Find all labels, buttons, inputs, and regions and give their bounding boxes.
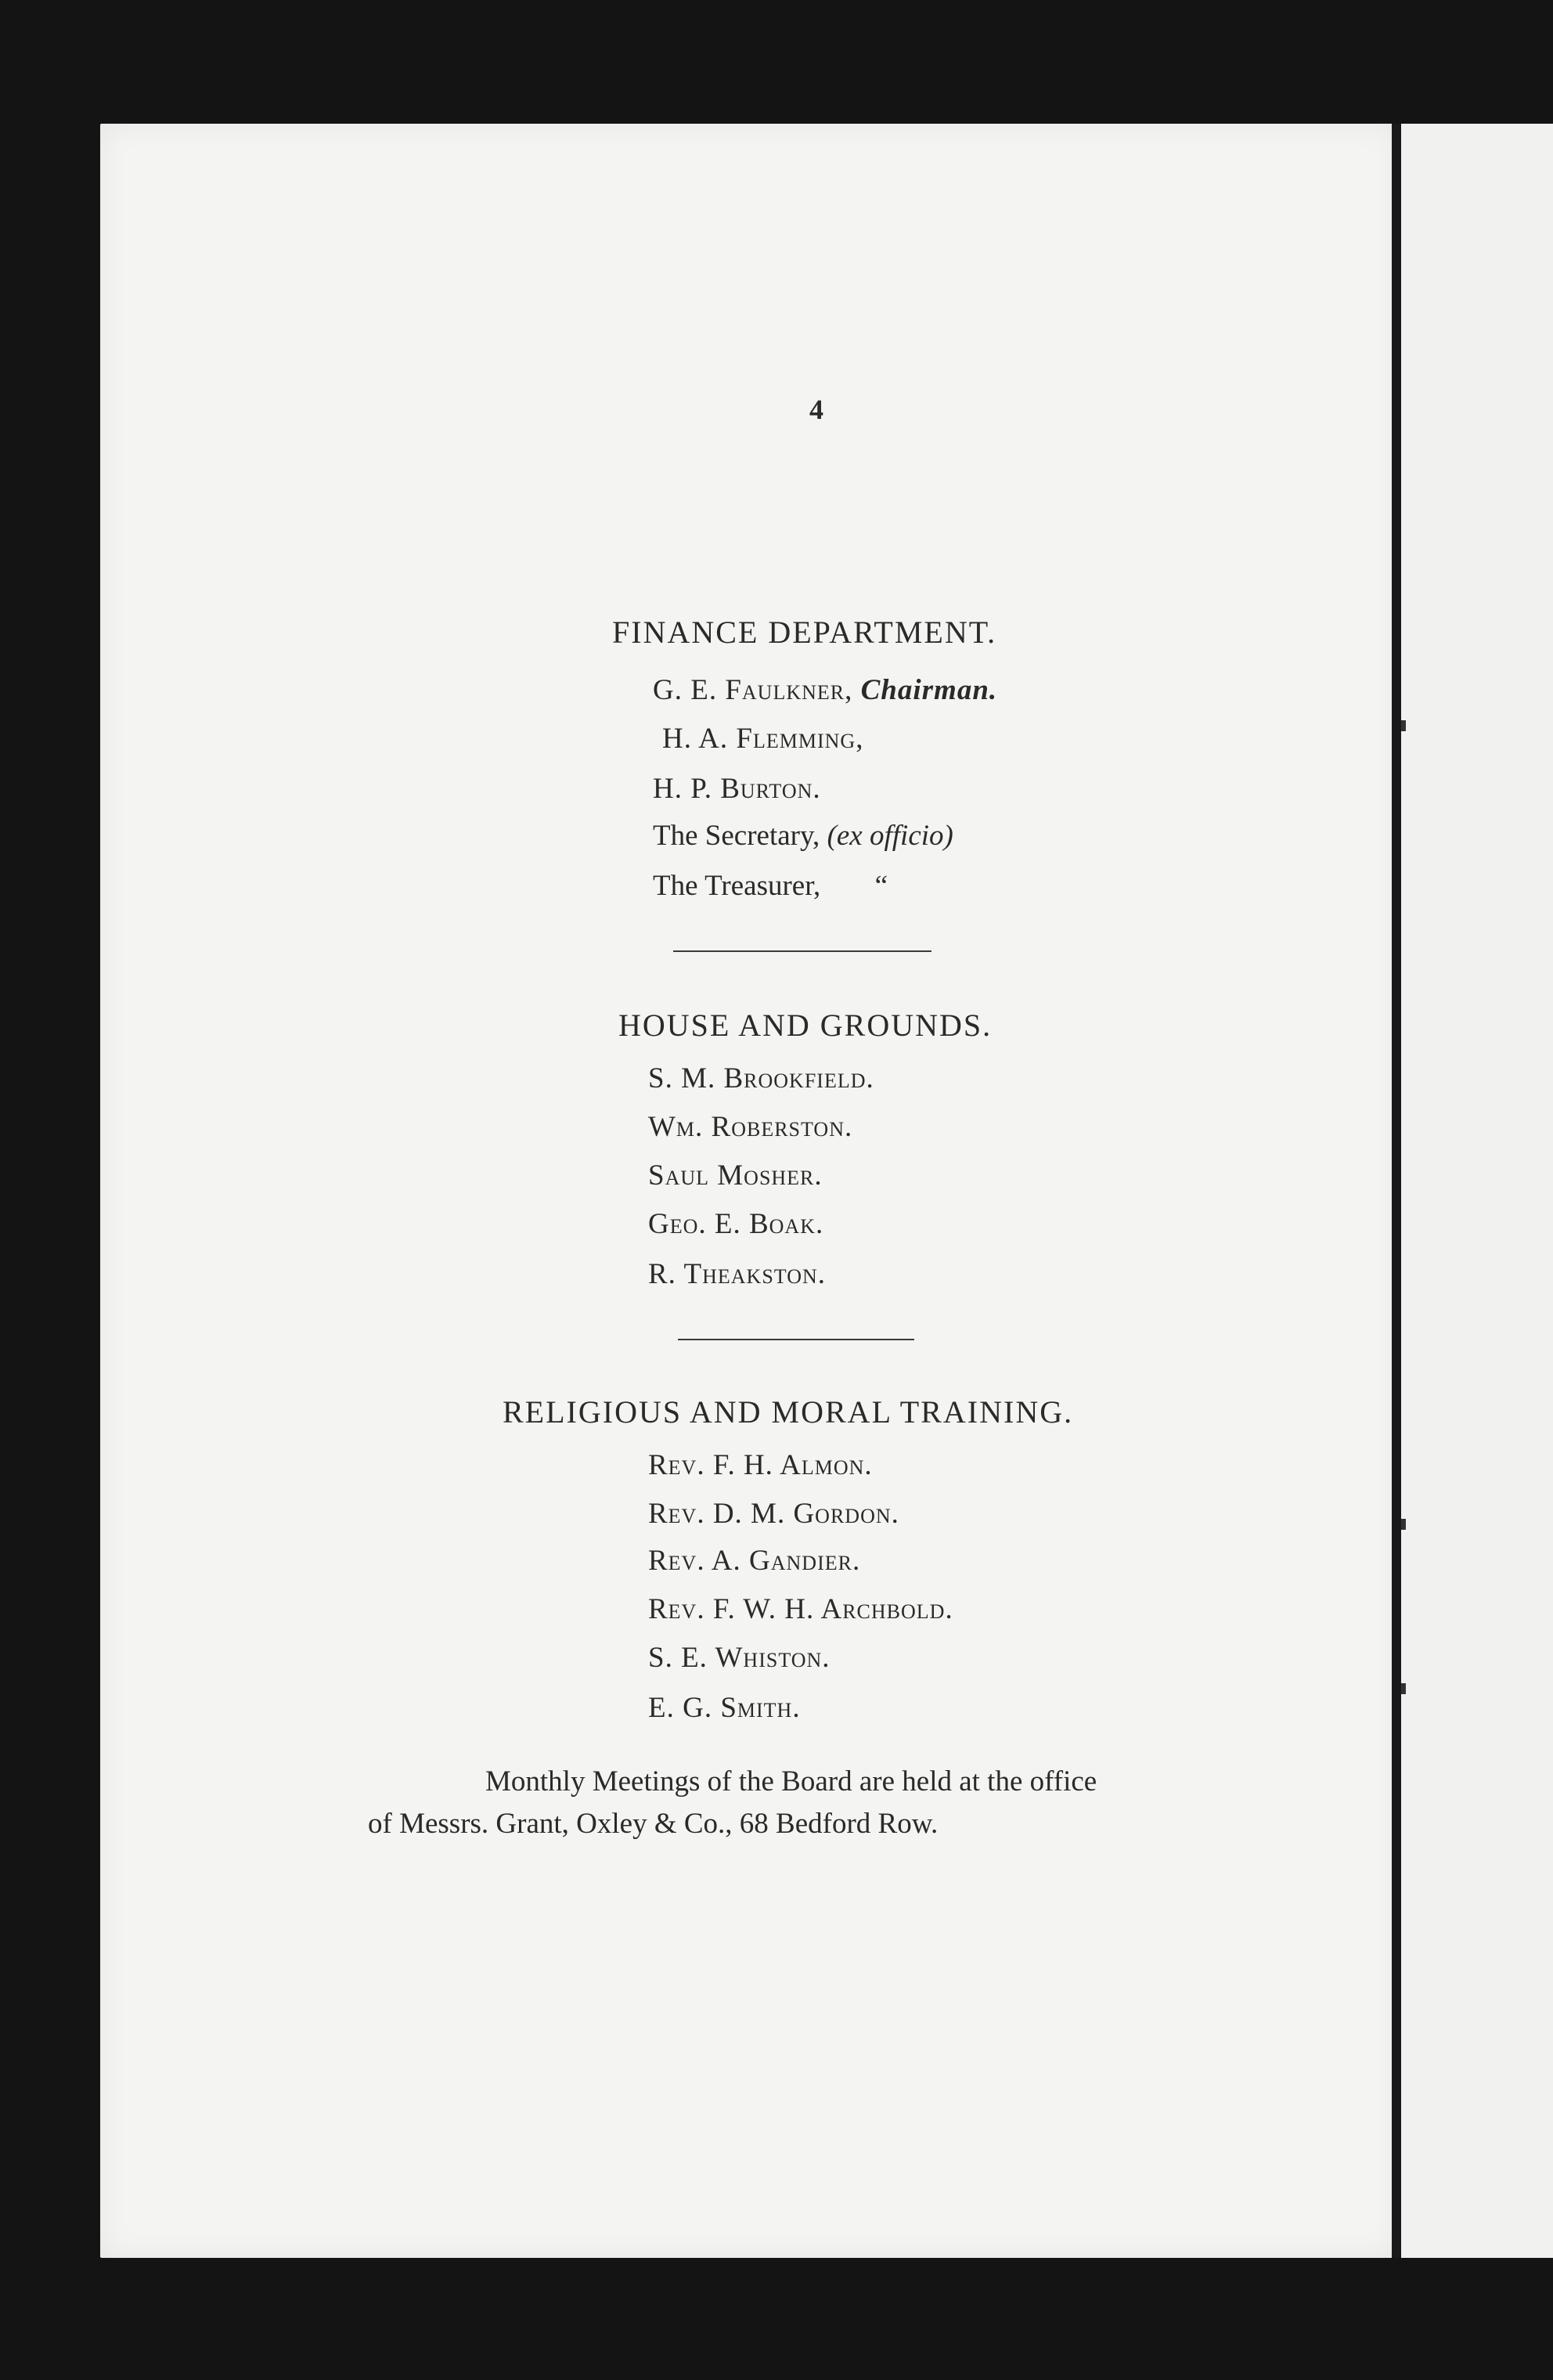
finance-chair	[653, 673, 997, 707]
religious-member: Rev. D. M. Gordon.	[648, 1498, 899, 1530]
religious-member: E. G. Smith.	[648, 1692, 801, 1724]
house-member: R. Theakston.	[648, 1258, 826, 1290]
finance-chair-role: Chairman.	[860, 674, 998, 706]
finance-secretary-text: The Secretary,	[653, 820, 820, 852]
house-member: S. M. Brookfield.	[648, 1062, 874, 1094]
binding-mark	[1401, 1519, 1406, 1530]
page-number: 4	[809, 394, 823, 425]
finance-secretary	[653, 819, 953, 853]
binding-mark	[1401, 720, 1406, 731]
religious-heading: RELIGIOUS AND MORAL TRAINING.	[503, 1394, 1074, 1430]
finance-chair-name: G. E. Faulkner,	[653, 674, 853, 706]
house-heading: HOUSE AND GROUNDS.	[618, 1008, 993, 1043]
finance-secretary-note: (ex officio)	[827, 820, 953, 852]
adjacent-page	[1401, 124, 1553, 2258]
religious-member: Rev. A. Gandier.	[648, 1545, 861, 1577]
finance-member: H. A. Flemming,	[662, 723, 864, 755]
binding-mark	[1401, 1683, 1406, 1694]
religious-member: Rev. F. H. Almon.	[648, 1449, 873, 1481]
religious-member: Rev. F. W. H. Archbold.	[648, 1593, 953, 1625]
house-member: Geo. E. Boak.	[648, 1208, 824, 1240]
finance-treasurer	[653, 869, 888, 903]
finance-treasurer-text: The Treasurer,	[653, 870, 821, 902]
religious-member: S. E. Whiston.	[648, 1642, 831, 1674]
meetings-note-line-2: of Messrs. Grant, Oxley & Co., 68 Bedford Row.	[368, 1808, 939, 1840]
section-divider	[678, 1339, 914, 1340]
house-member: Saul Mosher.	[648, 1159, 823, 1192]
section-divider	[673, 950, 931, 952]
finance-member: H. P. Burton.	[653, 773, 821, 805]
finance-treasurer-note: “	[874, 870, 888, 902]
finance-heading: FINANCE DEPARTMENT.	[612, 615, 997, 650]
house-member: Wm. Roberston.	[648, 1111, 853, 1143]
meetings-note-line-1: Monthly Meetings of the Board are held at the office	[485, 1765, 1097, 1798]
